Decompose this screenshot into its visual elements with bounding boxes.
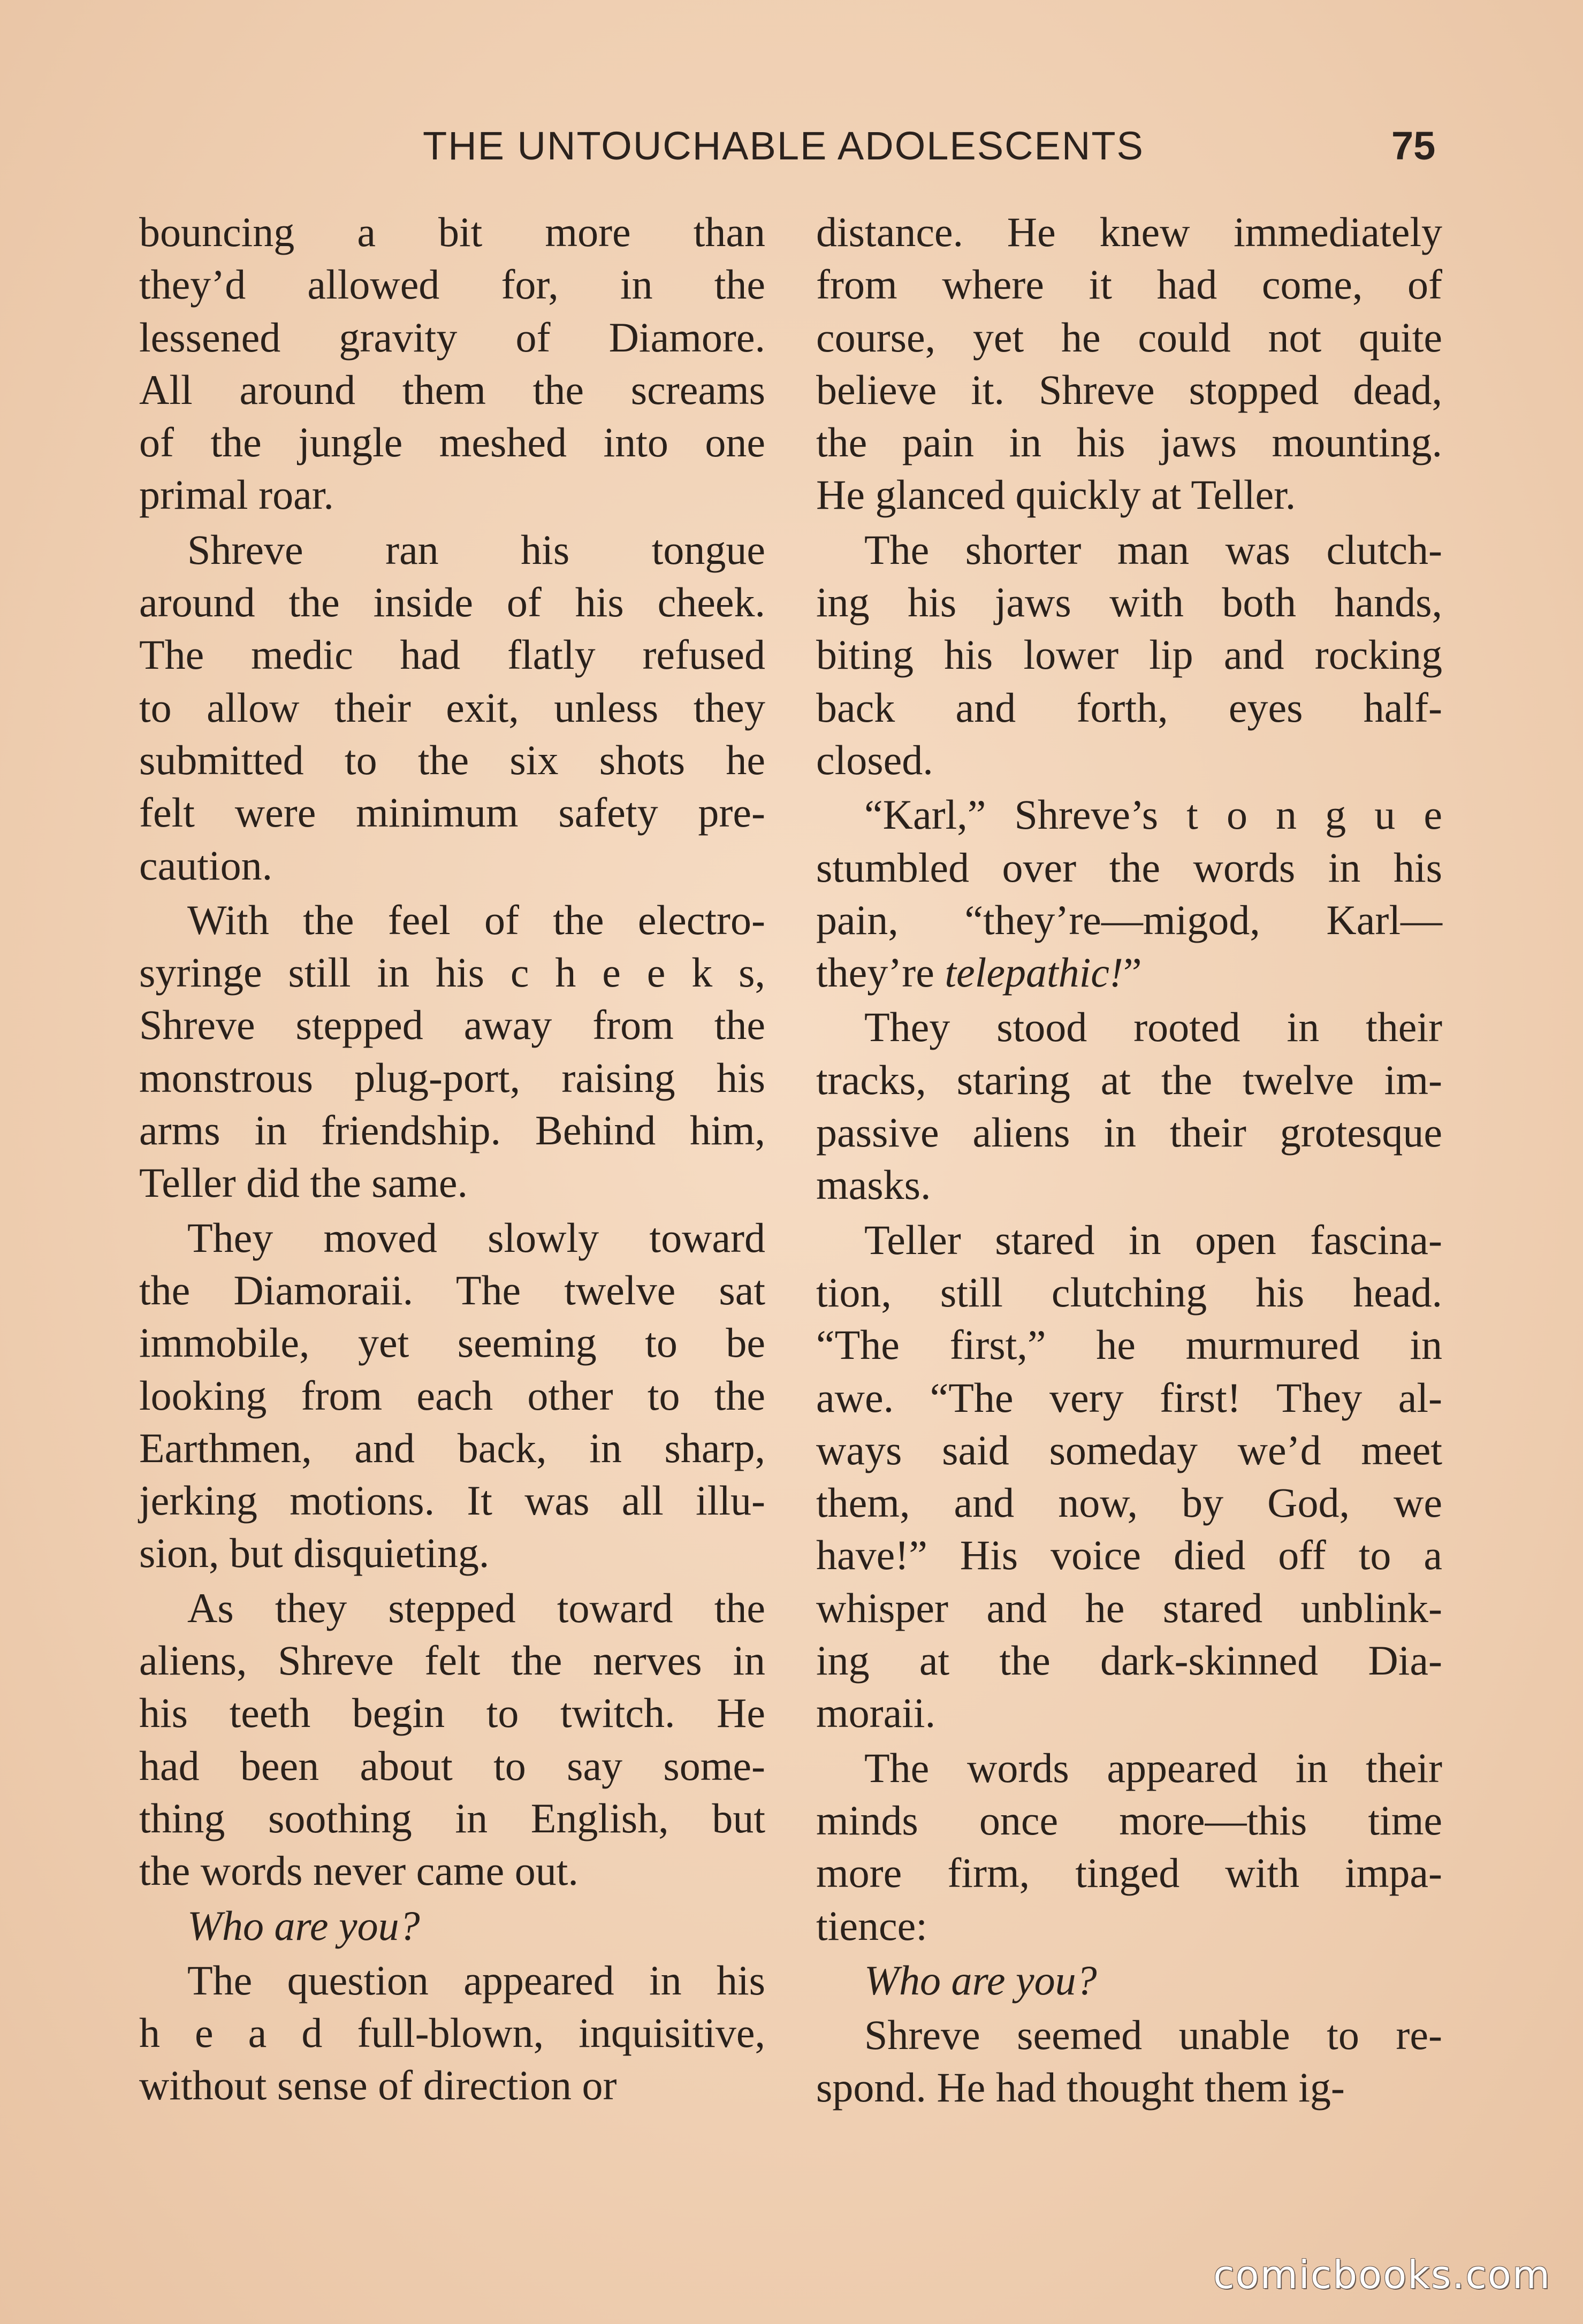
text-line: thing soothing in English, but <box>139 1794 765 1841</box>
left-column <box>139 206 765 2114</box>
text-line: Earthmen, and back, in sharp, <box>139 1424 765 1471</box>
page-number: 75 <box>1391 124 1436 168</box>
text-line: closed. <box>816 736 933 783</box>
text-line: biting his lower lip and rocking <box>816 631 1442 678</box>
paragraph <box>816 206 1442 522</box>
text-line: they’re telepathic!” <box>816 949 1142 996</box>
text-line: ing at the dark-skinned Dia- <box>816 1637 1442 1684</box>
text-line: from where it had come, of <box>816 261 1442 308</box>
text-line: The shorter man was clutch- <box>864 526 1442 573</box>
text-line: looking from each other to the <box>139 1372 765 1419</box>
text-line: They moved slowly toward <box>187 1214 765 1261</box>
text-line: them, and now, by God, we <box>816 1479 1442 1526</box>
text-line: tion, still clutching his head. <box>816 1268 1442 1316</box>
text-line: without sense of direction or <box>139 2062 617 2109</box>
text-line: submitted to the six shots he <box>139 736 765 783</box>
paragraph <box>816 1742 1442 1952</box>
watermark-logo: comicbooks.com <box>1213 2252 1551 2297</box>
text-line: distance. He knew immediately <box>816 209 1442 255</box>
text-line: passive aliens in their grotesque <box>816 1109 1442 1156</box>
text-line: syringe still in his c h e e k s, <box>139 949 765 996</box>
paragraph <box>816 2009 1442 2114</box>
text-line: bouncing a bit more than <box>139 209 765 255</box>
text-line: monstrous plug-port, raising his <box>139 1054 765 1101</box>
text-line: spond. He had thought them ig- <box>816 2064 1345 2111</box>
text-line: Shreve stepped away from the <box>139 1002 765 1049</box>
text-line: “Karl,” Shreve’s t o n g u e <box>864 791 1442 838</box>
text-line: ing his jaws with both hands, <box>816 579 1442 626</box>
text-line: ways said someday we’d meet <box>816 1426 1442 1473</box>
paragraph <box>139 1900 765 1952</box>
right-column <box>816 206 1442 2116</box>
text-line: minds once more—this time <box>816 1796 1442 1844</box>
text-line: Who are you? <box>187 1902 420 1949</box>
paragraph <box>816 524 1442 786</box>
text-line: tracks, staring at the twelve im- <box>816 1056 1442 1103</box>
paragraph <box>139 1212 765 1580</box>
text-line: whisper and he stared unblink- <box>816 1584 1442 1631</box>
text-line: of the jungle meshed into one <box>139 419 765 466</box>
text-line: primal roar. <box>139 471 334 518</box>
text-line: stumbled over the words in his <box>816 844 1442 891</box>
text-line: Shreve seemed unable to re- <box>864 2012 1442 2059</box>
text-line: They stood rooted in their <box>864 1004 1442 1051</box>
text-line: Teller stared in open fascina- <box>864 1216 1442 1263</box>
text-line: had been about to say some- <box>139 1742 765 1789</box>
paragraph <box>139 206 765 522</box>
text-line: pain, “they’re—migod, Karl— <box>816 896 1442 943</box>
text-line: caution. <box>139 842 273 889</box>
text-line: jerking motions. It was all illu- <box>139 1477 765 1524</box>
paragraph <box>139 1582 765 1898</box>
text-line: The question appeared in his <box>187 1956 765 2004</box>
text-line: “The first,” he murmured in <box>816 1321 1442 1369</box>
text-line: As they stepped toward the <box>187 1584 765 1631</box>
paragraph <box>139 1954 765 2112</box>
text-line: tience: <box>816 1902 927 1949</box>
text-line: aliens, Shreve felt the nerves in <box>139 1637 765 1684</box>
text-line: arms in friendship. Behind him, <box>139 1107 765 1154</box>
text-line: awe. “The very first! They al- <box>816 1374 1442 1421</box>
text-line: Shreve ran his tongue <box>187 526 765 573</box>
text-line: He glanced quickly at Teller. <box>816 471 1296 518</box>
paragraph <box>816 1954 1442 2007</box>
text-line: back and forth, eyes half- <box>816 684 1442 731</box>
text-line: Teller did the same. <box>139 1159 468 1206</box>
text-line: The medic had flatly refused <box>139 631 765 678</box>
text-line: his teeth begin to twitch. He <box>139 1690 765 1737</box>
text-line: masks. <box>816 1161 931 1209</box>
text-line: felt were minimum safety pre- <box>139 789 765 836</box>
text-line: more firm, tinged with impa- <box>816 1849 1442 1897</box>
text-line: to allow their exit, unless they <box>139 684 765 731</box>
text-line: Who are you? <box>864 1956 1097 2004</box>
paragraph <box>816 789 1442 999</box>
text-line: sion, but disquieting. <box>139 1530 490 1577</box>
text-line: moraii. <box>816 1690 936 1737</box>
paragraph <box>816 1214 1442 1740</box>
running-title: THE UNTOUCHABLE ADOLESCENTS <box>423 124 1144 168</box>
text-line: All around them the screams <box>139 366 765 413</box>
text-line: With the feel of the electro- <box>187 896 765 943</box>
text-line: lessened gravity of Diamore. <box>139 314 765 361</box>
text-line: h e a d full-blown, inquisitive, <box>139 2009 765 2057</box>
text-line: The words appeared in their <box>864 1744 1442 1791</box>
text-line: believe it. Shreve stopped dead, <box>816 366 1442 413</box>
paragraph <box>139 894 765 1210</box>
paragraph <box>816 1001 1442 1211</box>
text-line: course, yet he could not quite <box>816 314 1442 361</box>
text-line: immobile, yet seeming to be <box>139 1319 765 1366</box>
text-line: have!” His voice died off to a <box>816 1532 1442 1579</box>
text-line: the pain in his jaws mounting. <box>816 419 1442 466</box>
text-line: the Diamoraii. The twelve sat <box>139 1266 765 1313</box>
paragraph <box>139 524 765 892</box>
text-line: they’d allowed for, in the <box>139 261 765 308</box>
text-line: around the inside of his cheek. <box>139 579 765 626</box>
text-line: the words never came out. <box>139 1847 579 1894</box>
